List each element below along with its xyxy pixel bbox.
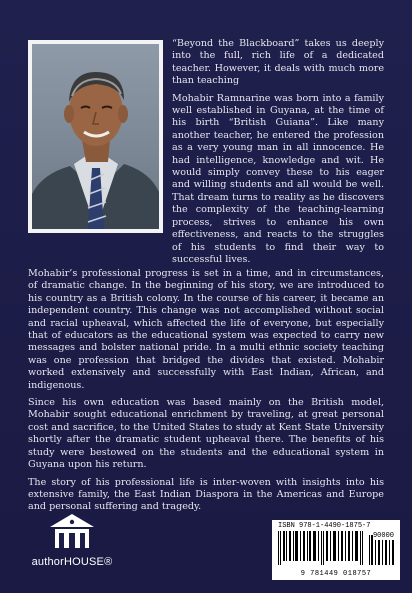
column-text	[172, 38, 384, 271]
full-width-text	[28, 268, 384, 519]
intro-paragraph: “Beyond the Blackboard” takes us deeply into the full, rich life of a dedicated teacher. However, it deals with much more than teaching	[172, 38, 384, 87]
publisher-logo	[22, 512, 122, 568]
barcode	[272, 520, 400, 580]
author-photo	[28, 40, 163, 233]
education-paragraph: Since his own education was based mainly on the British model, Mohabir sought educational enrichment by traveling, at great personal cost and sacrifice, to the United States to study at Kent State University shortly after the dramatic student upheaval there. The benefits of his study were bestowed on the students and the educational system in Guyana upon his return.	[28, 397, 384, 471]
price-code: 90000	[372, 532, 394, 540]
career-paragraph: Mohabir’s professional progress is set in a time, and in circumstances, of dramatic change. In the beginning of his story, we are introduced to his country as a British colony. In the course of his career, it became an independent country. This change was not accomplished without social and racial upheaval, which affected the life of everyone, but especially that of educators as the educational system was expected to carry new messages and bolster national pride. In a multi ethnic society teaching was one profession that bridged the divides that existed. Mohabir worked extensively and successfully with East Indian, African, and indigenous.	[28, 268, 384, 391]
author-portrait-icon	[32, 44, 159, 229]
author-photo-image	[32, 44, 159, 229]
barcode-digits: 9 781449 018757	[300, 570, 372, 578]
family-paragraph: The story of his professional life is inter-woven with insights into his extensive family, the East Indian Diaspora in the Americas and Europe and personal suffering and tragedy.	[28, 476, 384, 513]
authorhouse-logo-icon	[47, 512, 97, 550]
isbn-label: ISBN 978-1-4490-1875-7	[278, 522, 371, 530]
publisher-name: authorHOUSE®	[31, 556, 113, 568]
biography-paragraph: Mohabir Ramnarine was born into a family well established in Guyana, at the time of his birth “British Guiana”. Like many another teacher, he entered the profession as a very young man in all innocence. He had intelligence, knowledge and wit. He would simply convey these to his eager and willing students and all would be well. That dream turns to reality as he discovers the complexity of the teaching-learning process, strives to enhance his own effectiveness, and reacts to the struggles of his students to find their way to successful lives.	[172, 92, 384, 265]
